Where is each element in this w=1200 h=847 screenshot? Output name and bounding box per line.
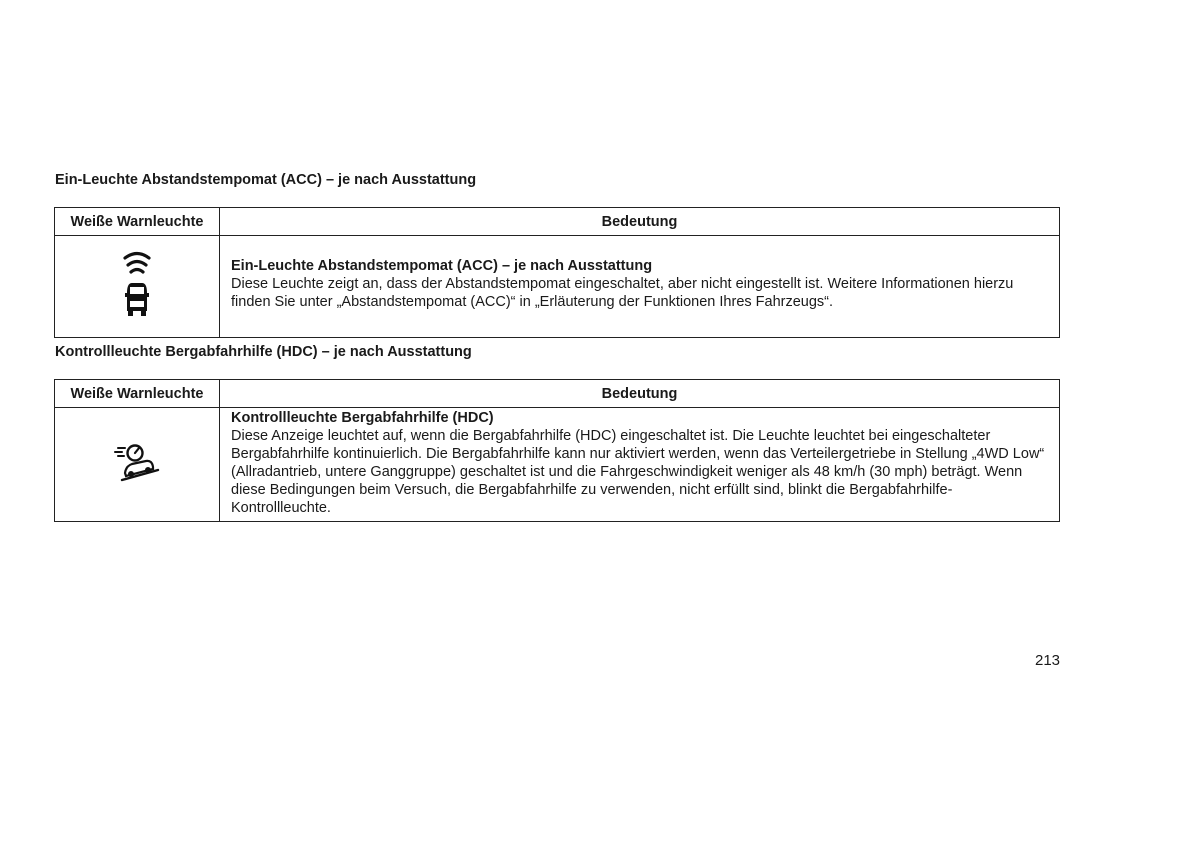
column-header-light: Weiße Warnleuchte [55,208,220,236]
entry-text: Diese Anzeige leuchtet auf, wenn die Bergabfahrhilfe (HDC) eingeschaltet ist. Die Leuchte leuchtet bei eingeschalteter Bergabfahrhilfe kontinuierlich. Die Bergabfahrhilfe kann nur aktiviert werden, wenn das Verteilergetriebe in Stellung „4WD Low“ (Allradantrieb, untere Ganggruppe) geschaltet ist und die Fahrgeschwindigkeit weniger als 48 km/h (30 mph) beträgt. Wenn diese Bedingungen beim Versuch, die Bergabfahrhilfe zu verwenden, nicht erfüllt sind, blinkt die Bergabfahrhilfe-Kontrollleuchte. [231,428,1045,516]
icon-cell [55,236,220,338]
section-heading-acc: Ein-Leuchte Abstandstempomat (ACC) – je nach Ausstattung [55,172,477,188]
table-header-row [55,380,1060,408]
acc-light-table [54,207,1060,338]
table-row [55,236,1060,338]
meaning-cell [220,408,1060,522]
page-number: 213 [1035,652,1061,669]
hill-descent-control-icon [112,472,162,488]
hdc-light-table [54,379,1060,522]
entry-title: Ein-Leuchte Abstandstempomat (ACC) – je nach Ausstattung [231,258,653,274]
column-header-meaning: Bedeutung [220,208,1060,236]
icon-cell [55,408,220,522]
entry-title: Kontrollleuchte Bergabfahrhilfe (HDC) [231,410,494,426]
entry-text: Diese Leuchte zeigt an, dass der Abstandstempomat eingeschaltet, aber nicht eingestellt ist. Weitere Informationen hierzu finden Sie unter „Abstandstempomat (ACC)“ in „Erläuterung der Funktionen Ihres Fahrzeugs“. [231,276,1014,310]
acc-car-radar-icon [120,307,154,323]
table-row [55,408,1060,522]
section-heading-hdc: Kontrollleuchte Bergabfahrhilfe (HDC) – je nach Ausstattung [55,344,472,360]
meaning-cell [220,236,1060,338]
column-header-light: Weiße Warnleuchte [55,380,220,408]
column-header-meaning: Bedeutung [220,380,1060,408]
table-header-row [55,208,1060,236]
